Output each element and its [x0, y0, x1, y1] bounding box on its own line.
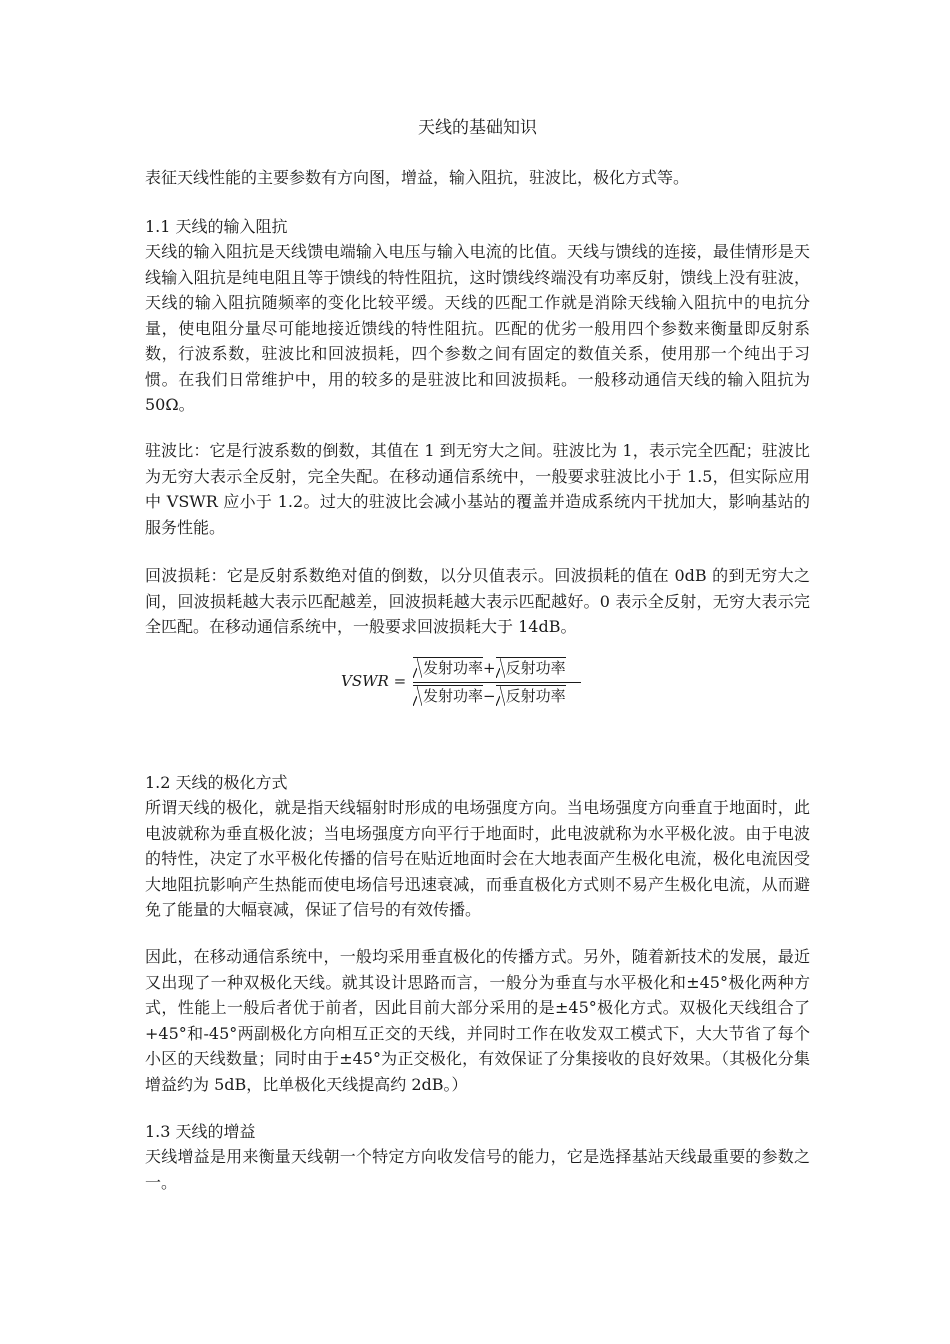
sqrt-reflect-power: 反射功率 [496, 657, 566, 678]
document-title: 天线的基础知识 [418, 118, 537, 138]
sqrt-reflect-power-den: 反射功率 [496, 685, 566, 706]
formula-lhs: VSWR = [341, 672, 407, 690]
minus-sign: − [483, 687, 496, 705]
vswr-formula [341, 656, 591, 712]
sqrt-transmit-power: 发射功率 [413, 657, 483, 678]
section-heading-1-1: 1.1 天线的输入阻抗 [145, 217, 288, 236]
formula-fraction [413, 656, 583, 708]
section-1-1-paragraph-2: 驻波比：它是行波系数的倒数，其值在 1 到无穷大之间。驻波比为 1，表示完全匹配；驻波比为无穷大表示全反射，完全失配。在移动通信系统中，一般要求驻波比小于 1.5，但实际应用中 VSWR 应小于 1.2。过大的驻波比会减小基站的覆盖并造成系统内干扰加大，影响基站的服务性能。 [145, 441, 810, 537]
sqrt-transmit-power-den: 发射功率 [413, 685, 483, 706]
formula-denominator [413, 684, 583, 708]
section-1-3-paragraph-1: 天线增益是用来衡量天线朝一个特定方向收发信号的能力，它是选择基站天线最重要的参数之一。 [145, 1147, 810, 1192]
section-1-2-paragraph-1: 所谓天线的极化，就是指天线辐射时形成的电场强度方向。当电场强度方向垂直于地面时，此电波就称为垂直极化波；当电场强度方向平行于地面时，此电波就称为水平极化波。由于电波的特性，决定了水平极化传播的信号在贴近地面时会在大地表面产生极化电流，极化电流因受大地阻抗影响产生热能而使电场信号迅速衰减，而垂直极化方式则不易产生极化电流，从而避免了能量的大幅衰减，保证了信号的有效传播。 [145, 798, 810, 919]
formula-numerator [413, 656, 583, 680]
section-1-2-paragraph-2: 因此，在移动通信系统中，一般均采用垂直极化的传播方式。另外，随着新技术的发展，最近又出现了一种双极化天线。就其设计思路而言，一般分为垂直与水平极化和±45°极化两种方式，性能上一般后者优于前者，因此目前大部分采用的是±45°极化方式。双极化天线组合了+45°和-45°两副极化方向相互正交的天线，并同时工作在收发双工模式下，大大节省了每个小区的天线数量；同时由于±45°为正交极化，有效保证了分集接收的良好效果。（其极化分集增益约为 5dB，比单极化天线提高约 2dB。） [145, 947, 810, 1094]
intro-paragraph: 表征天线性能的主要参数有方向图，增益，输入阻抗，驻波比，极化方式等。 [145, 168, 690, 187]
fraction-bar [413, 682, 581, 683]
section-1-1-paragraph-1: 天线的输入阻抗是天线馈电端输入电压与输入电流的比值。天线与馈线的连接，最佳情形是天线输入阻抗是纯电阻且等于馈线的特性阻抗，这时馈线终端没有功率反射，馈线上没有驻波，天线的输入阻抗随频率的变化比较平缓。天线的匹配工作就是消除天线输入阻抗中的电抗分量，使电阻分量尽可能地接近馈线的特性阻抗。匹配的优劣一般用四个参数来衡量即反射系数，行波系数，驻波比和回波损耗，四个参数之间有固定的数值关系，使用那一个纯出于习惯。在我们日常维护中，用的较多的是驻波比和回波损耗。一般移动通信天线的输入阻抗为 50Ω。 [145, 242, 810, 414]
plus-sign: + [483, 659, 496, 677]
section-heading-1-3: 1.3 天线的增益 [145, 1122, 256, 1141]
section-heading-1-2: 1.2 天线的极化方式 [145, 773, 288, 792]
section-1-1-paragraph-3: 回波损耗：它是反射系数绝对值的倒数，以分贝值表示。回波损耗的值在 0dB 的到无穷大之间，回波损耗越大表示匹配越差，回波损耗越大表示匹配越好。0 表示全反射，无穷大表示完全匹配。在移动通信系统中，一般要求回波损耗大于 14dB。 [145, 566, 810, 636]
